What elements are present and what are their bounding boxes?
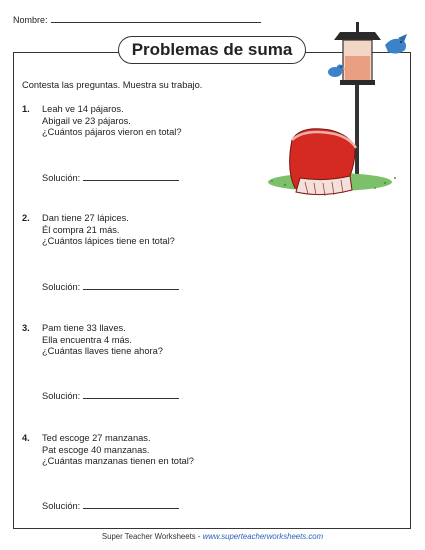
footer-site-link[interactable]: www.superteacherworksheets.com	[202, 532, 324, 541]
problem-text	[42, 323, 163, 358]
problem-question: ¿Cuántos pájaros vieron en total?	[42, 127, 182, 137]
feeder-pole	[355, 80, 359, 180]
problem-text	[42, 104, 182, 139]
problem-line: Ella encuentra 4 más.	[42, 334, 132, 345]
problem-question: ¿Cuántas llaves tiene ahora?	[42, 346, 163, 356]
problem-number: 4.	[22, 433, 30, 443]
name-line	[13, 14, 261, 25]
footer	[0, 532, 425, 541]
solution-answer-line[interactable]	[83, 281, 179, 290]
solution-label: Solución:	[42, 391, 81, 401]
problem-line: Pat escoge 40 manzanas.	[42, 444, 150, 455]
name-label: Nombre:	[13, 15, 48, 25]
problem-line: Él compra 21 más.	[42, 224, 120, 235]
solution-label: Solución:	[42, 282, 81, 292]
solution-3	[42, 390, 179, 401]
problem-question: ¿Cuántas manzanas tienen en total?	[42, 456, 194, 466]
solution-answer-line[interactable]	[83, 172, 179, 181]
footer-separator: -	[195, 532, 203, 541]
problem-number: 3.	[22, 323, 30, 333]
page-title: Problemas de suma	[118, 36, 306, 64]
scarf-icon	[290, 129, 356, 196]
problem-line: Abigail ve 23 pájaros.	[42, 115, 131, 126]
blue-bird-icon	[385, 34, 407, 54]
footer-brand: Super Teacher Worksheets	[101, 532, 196, 541]
feeder-seeds	[345, 56, 370, 80]
solution-1	[42, 172, 179, 183]
problem-number: 1.	[22, 104, 30, 114]
solution-label: Solución:	[42, 173, 81, 183]
problem-line: Ted escoge 27 manzanas.	[42, 433, 151, 443]
solution-2	[42, 281, 179, 292]
problem-line: Pam tiene 33 llaves.	[42, 323, 126, 333]
feeder-roof	[334, 32, 381, 40]
problem-line: Dan tiene 27 lápices.	[42, 213, 129, 223]
solution-answer-line[interactable]	[83, 500, 179, 509]
problem-number: 2.	[22, 213, 30, 223]
problem-question: ¿Cuántos lápices tiene en total?	[42, 236, 175, 246]
problem-line: Leah ve 14 pájaros.	[42, 104, 124, 114]
problem-text	[42, 213, 175, 248]
solution-answer-line[interactable]	[83, 390, 179, 399]
solution-4	[42, 500, 179, 511]
solution-label: Solución:	[42, 501, 81, 511]
name-field[interactable]	[51, 14, 261, 23]
instructions: Contesta las preguntas. Muestra su trabajo.	[22, 80, 203, 90]
bird-feeder-illustration	[265, 18, 415, 218]
problem-text	[42, 433, 194, 468]
